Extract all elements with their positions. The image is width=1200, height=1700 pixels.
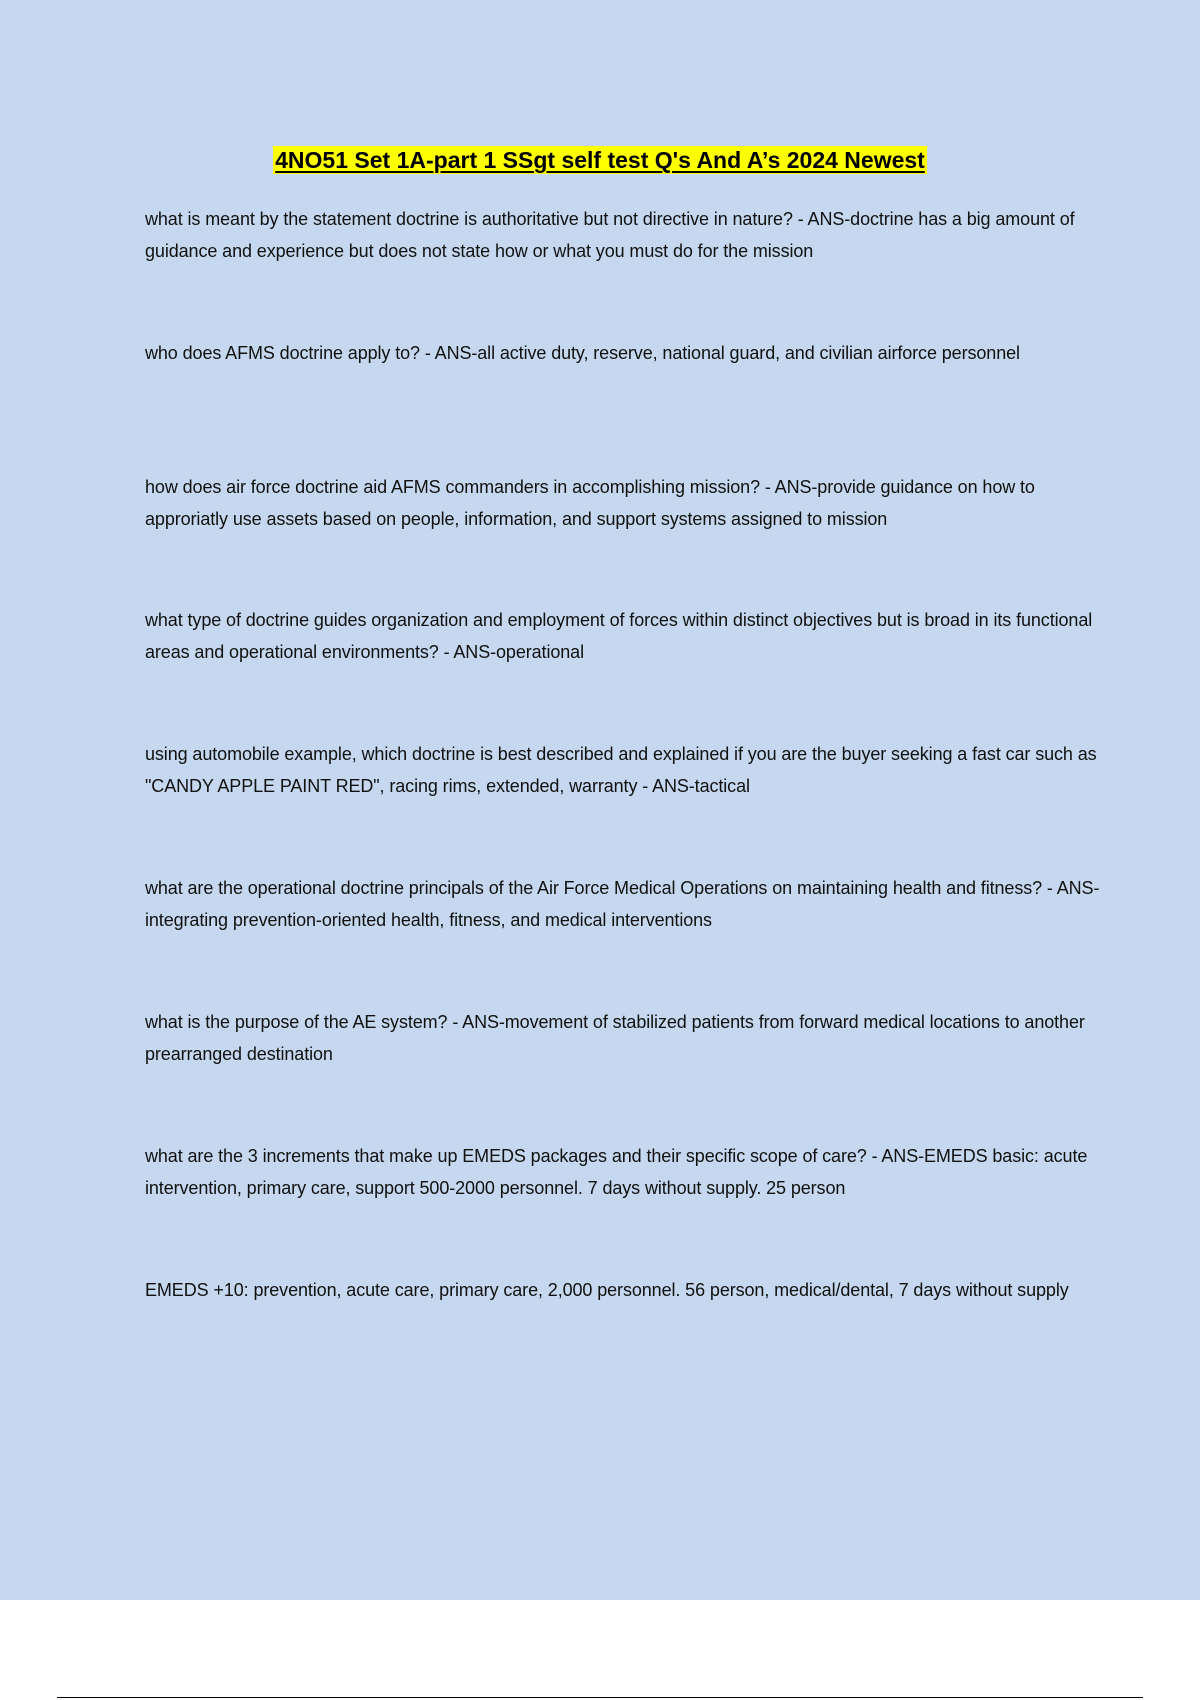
footer-divider [57,1697,1143,1698]
qa-paragraph-3: how does air force doctrine aid AFMS commanders in accomplishing mission? - ANS-provide guidance on how to approriatly use assets based on people, information, and support systems assigned to mission [145,477,1035,529]
qa-paragraph-5: using automobile example, which doctrine is best described and explained if you are the buyer seeking a fast car such as "CANDY APPLE PAINT RED", racing rims, extended, warranty - ANS-tactical [145,744,1097,796]
title-container [0,146,1200,174]
qa-paragraph-7: what is the purpose of the AE system? - ANS-movement of stabilized patients from forward medical locations to another prearranged destination [145,1012,1085,1064]
qa-paragraph-8: what are the 3 increments that make up EMEDS packages and their specific scope of care? - ANS-EMEDS basic: acute intervention, primary care, support 500-2000 personnel. 7 days without supply. 25 person [145,1146,1088,1198]
qa-paragraph-1: what is meant by the statement doctrine is authoritative but not directive in nature? - ANS-doctrine has a big amount of guidance and experience but does not state how or what you must do for the mission [145,209,1075,261]
qa-paragraph-6: what are the operational doctrine principals of the Air Force Medical Operations on maintaining health and fitness? - ANS-integrating prevention-oriented health, fitness, and medical interventions [145,878,1100,930]
document-title: 4NO51 Set 1A-part 1 SSgt self test Q's And A’s 2024 Newest [275,147,925,173]
qa-paragraph-2: who does AFMS doctrine apply to? - ANS-all active duty, reserve, national guard, and civilian airforce personnel [145,343,1020,363]
qa-paragraph-9: EMEDS +10: prevention, acute care, primary care, 2,000 personnel. 56 person, medical/dental, 7 days without supply [145,1280,1069,1300]
qa-paragraph-4: what type of doctrine guides organization and employment of forces within distinct objectives but is broad in its functional areas and operational environments? - ANS-operational [145,610,1093,662]
